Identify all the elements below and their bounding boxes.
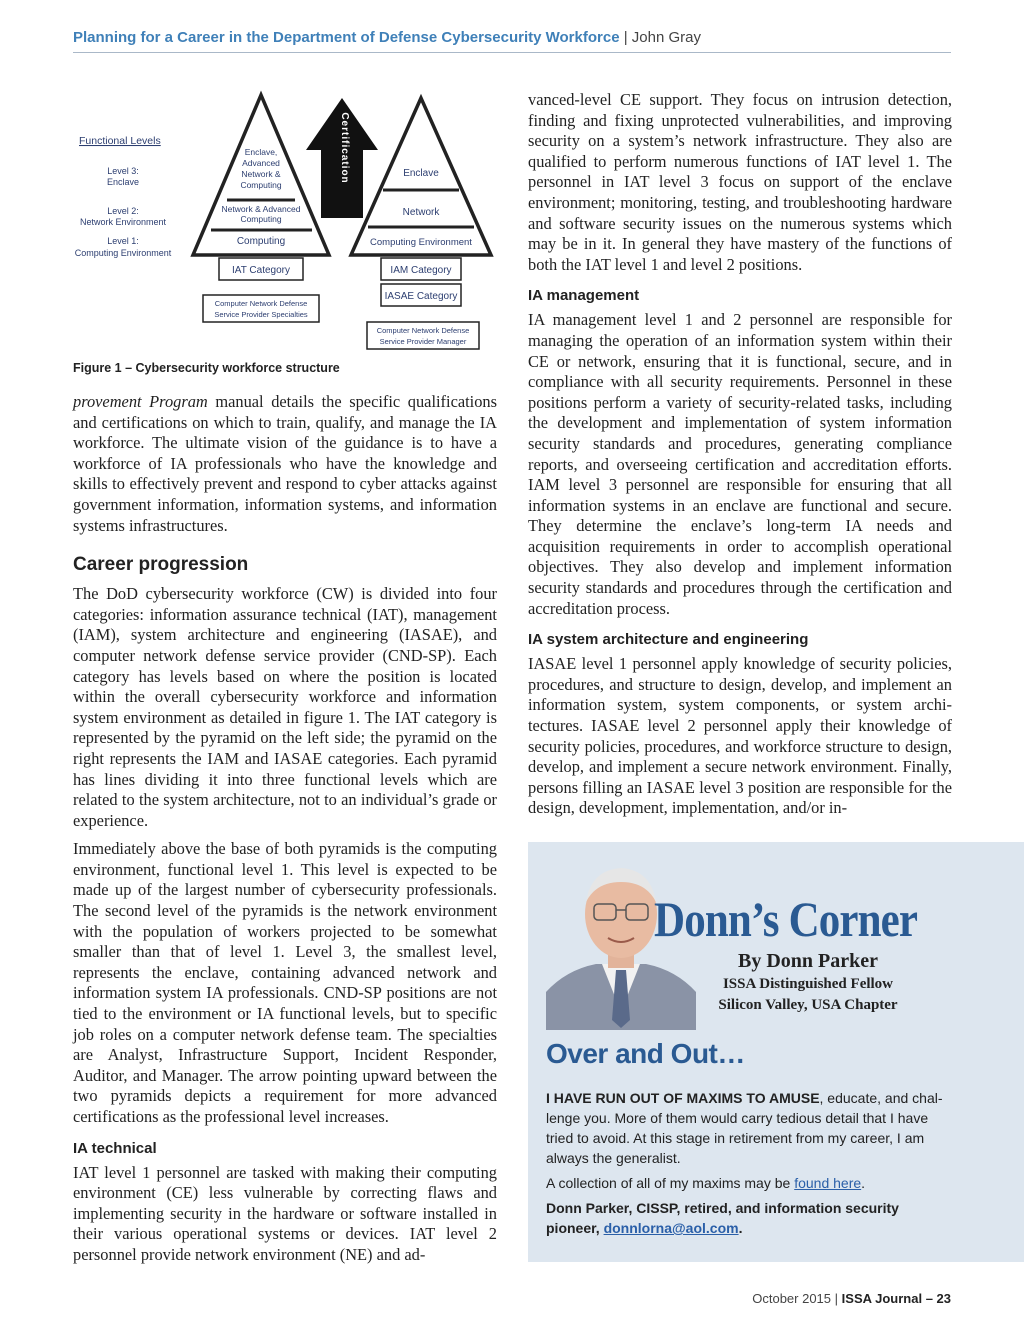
right-middle-label: Network [402, 207, 440, 218]
level1-label: Level 1: [107, 236, 139, 246]
column-lead: I HAVE RUN OUT OF MAXIMS TO AMUSE [546, 1090, 820, 1106]
certification-label: Certification [339, 112, 350, 184]
level2-label: Level 2: [107, 206, 139, 216]
paragraph-iasae: IASAE level 1 personnel apply knowledge of security policies, procedures, and structure to design, develop, and implement an information system, system components, or system architectures. IASAE level 2 personnel apply their knowledge of security policies, procedures, and workforce structure to design, develop, and implement a secure network environment. Finally, persons filling an IASAE level 3 position are responsible for the design, development, implementation, and/or in- [528, 654, 952, 818]
running-header [73, 29, 951, 53]
intro-rest: manual details the specific qualifications and certifications on which to train, qualify, and manage the IA workforce. The ultimate vision of the guidance is to have a workforce of IA professionals who have the knowledge and skills to effectively prevent and respond to cyber attacks against government information, information systems, and information systems infrastructures. [73, 392, 497, 535]
level1-name: Computing Environment [74, 248, 172, 258]
left-middle-line2: Computing [240, 214, 282, 224]
byline-chapter: Silicon Valley, USA Chapter [718, 997, 898, 1013]
left-top-line4: Computing [240, 180, 282, 190]
donns-corner-title: Donn’s Corner [654, 891, 918, 947]
email-link[interactable]: donnlorna@aol.com [603, 1220, 739, 1236]
maxims-paragraph [546, 1173, 956, 1193]
right-manager-line2: Service Provider Manager [379, 337, 467, 346]
footer-date: October 2015 [752, 1291, 832, 1306]
right-top-label: Enclave [403, 168, 439, 179]
iasae-category-label: IASAE Category [384, 291, 458, 302]
footer-journal: ISSA Journal – 23 [841, 1291, 951, 1306]
header-separator: | [623, 29, 628, 46]
functional-levels-title: Functional Levels [79, 135, 161, 147]
intro-paragraph [73, 392, 497, 536]
signature-text: Donn Parker, CISSP, retired, and information security pioneer, [546, 1200, 899, 1236]
intro-italic: provement Program [73, 392, 208, 411]
iat-pyramid [193, 95, 329, 322]
paragraph-iat-continued: vanced-level CE support. They focus on intrusion detection, finding and fixing unprotected vulnerabilities, and improving security on a system’s network infrastructure. They also are qualified to perform numerous functions of IAT level 1. The personnel in IAT level 3 focus on support of the enclave environment; monitoring, testing, and troubleshooting hardware and software security issues on the numerous systems which may be in it. In general they have mastery of the functions of both the IAT level 1 and level 2 positions. [528, 90, 952, 274]
heading-ia-sys-arch: IA system architecture and engineering [528, 631, 809, 649]
left-top-line2: Advanced [242, 158, 280, 168]
column-paragraph [546, 1088, 956, 1168]
right-bottom-label: Computing Environment [370, 237, 472, 248]
found-here-link[interactable]: found here [794, 1175, 862, 1191]
left-middle-line1: Network & Advanced [221, 204, 301, 214]
header-title: Planning for a Career in the Department of Defense Cybersecurity Workforce [73, 29, 620, 46]
page-footer [752, 1291, 951, 1306]
level2-name: Network Environment [79, 217, 167, 227]
left-specialties-line2: Service Provider Specialties [214, 310, 308, 319]
left-bottom-label: Computing [236, 236, 286, 247]
maxims-pre: A collection of all of my maxims may be [546, 1175, 795, 1191]
maxims-post: . [861, 1175, 866, 1191]
level3-label: Level 3: [107, 166, 139, 176]
right-manager-line1: Computer Network Defense [376, 326, 470, 335]
byline: By Donn Parker [738, 950, 878, 972]
donns-corner-box [528, 842, 1024, 1262]
paragraph-iam: IA management level 1 and 2 personnel are responsible for managing the operation of an information system within their CE or network, ensuring that it is functional, secure, and in compliance with all security requirements. Personnel in these positions perform a variety of security-related tasks, including the development and implementation of system information security standards and procedures, generating compliance reports, and overseeing certification and accreditation efforts. IAM level 3 personnel are responsible for ensuring that all information systems in an enclave are functional and secure. They determine the enclave’s long-term IA needs and acquisition requirements in order to accomplish operational objectives. They also develop and implement information security standards and procedures through the certification and accreditation process. [528, 310, 952, 618]
figure-caption: Figure 1 – Cybersecurity workforce structure [73, 361, 340, 375]
certification-arrow [306, 98, 378, 218]
left-top-line1: Enclave, [244, 147, 278, 157]
footer-separator: | [834, 1291, 839, 1306]
column-text: , educate, and challenge you. More of them would carry tedious detail that I have tried to avoid. At this stage in retirement from my career, I am always the generalist. [546, 1090, 943, 1166]
left-specialties-line1: Computer Network Defense [214, 299, 308, 308]
left-top-line3: Network & [241, 169, 281, 179]
level3-name: Enclave [106, 177, 140, 187]
right-column [528, 90, 952, 827]
iam-category-label: IAM Category [390, 265, 452, 276]
byline-role: ISSA Distinguished Fellow [722, 976, 894, 992]
signature-end: . [738, 1220, 743, 1236]
figure-workforce-structure [73, 90, 497, 380]
iam-iasae-pyramid [351, 98, 491, 349]
paragraph-iat: IAT level 1 personnel are tasked with making their computing environment (CE) less vulnerable by correcting flaws and implementing security in the hardware or software installed in their various operational systems or devices. IAT level 2 personnel provide network environment (NE) and ad- [73, 1162, 497, 1264]
iat-category-label: IAT Category [232, 265, 290, 276]
heading-career-progression: Career progression [73, 554, 249, 576]
signature [546, 1198, 956, 1238]
heading-ia-technical: IA technical [73, 1139, 157, 1157]
left-column [73, 392, 497, 1274]
column-heading: Over and Out… [546, 1038, 745, 1069]
header-author: John Gray [631, 29, 701, 46]
paragraph-categories: The DoD cybersecurity workforce (CW) is divided into four categories: information assurance technical (IAT), management (IAM), system architecture and engineering (IASAE), and computer network defense service provider (CND-SP). Each category has levels based on where the position is located within the overall cybersecurity workforce and information system environment as detailed in figure 1. The IAT category is represented by the pyramid on the left side; the pyramid on the right represents the IAM and IASAE categories. Each pyramid has lines dividing it into three functional levels which are related to the system architecture, not to an individual’s grade or experience. [73, 584, 497, 830]
heading-ia-management: IA management [528, 287, 640, 305]
paragraph-levels: Immediately above the base of both pyramids is the computing environment, functional level 1. This level is expected to be made up of the largest number of cybersecurity professionals. The second level of the pyramids is the network environment with the population of workers projected to be somewhat smaller than that of level 1. Level 3, the smallest level, represents the enclave, containing advanced network and information system IA professionals. CND-SP positions are not tied to the environment or IA functional levels, but to specific job roles on a computer network defense team. The specialties are Analyst, Infrastructure Support, Incident Responder, Auditor, and Manager. The arrow pointing upward between the two pyramids depicts a requirement for more advanced certifications as the professional level increases. [73, 839, 497, 1126]
